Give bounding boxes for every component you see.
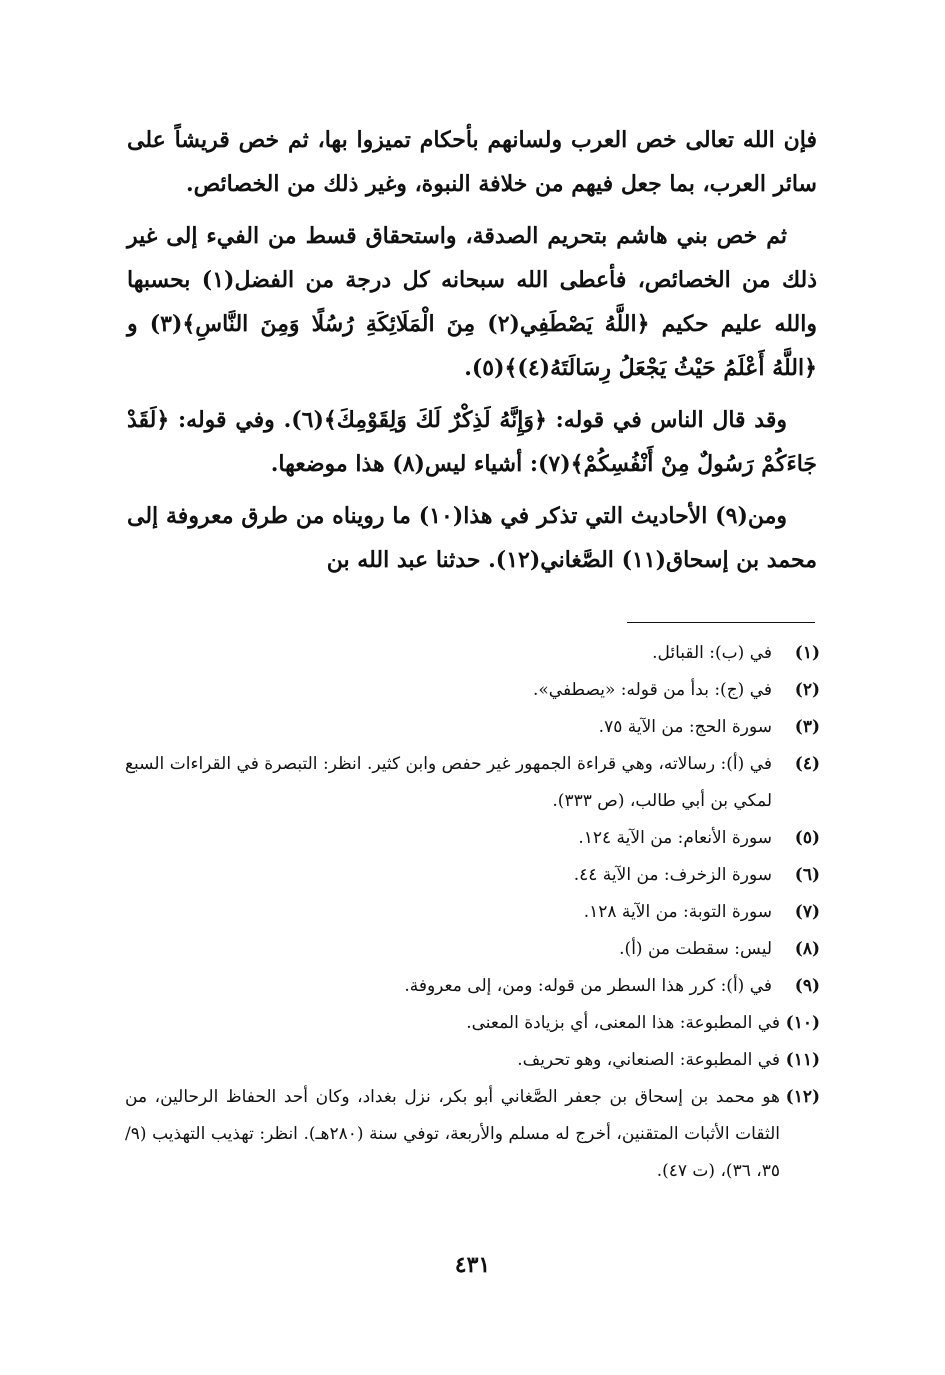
footnote-text: سورة الزخرف: من الآية ٤٤. [573,865,772,885]
footnote-text: سورة الأنعام: من الآية ١٢٤. [578,828,772,848]
footnote [125,968,820,1005]
footnote [125,820,820,857]
footnote [125,1042,820,1079]
footnote-text: سورة الحج: من الآية ٧٥. [598,717,772,737]
footnote-text: في (أ): كرر هذا السطر من قوله: ومن، إلى معروفة. [404,976,772,996]
footnote-number: (٣) [794,717,820,737]
paragraph-2: ثم خص بني هاشم بتحريم الصدقة، واستحقاق قسط من الفيء إلى غير ذلك من الخصائص، فأعطى الله سبحانه كل درجة من الفضل(١) بحسبها والله عليم حكيم ﴿اللَّهُ يَصْطَفِي(٢) مِنَ الْمَلَائِكَةِ رُسُلًا وَمِنَ النَّاسِ﴾(٣) و ﴿اللَّهُ أَعْلَمُ حَيْثُ يَجْعَلُ رِسَالَتَهُ(٤)﴾(٥). [127,223,817,381]
footnote-number: (٥) [794,828,820,848]
footnote-text: في (ج): بدأ من قوله: «يصطفي». [532,680,772,700]
footnote-number: (٩) [794,976,820,996]
footnote [125,635,820,672]
footnote-text: في (ب): القبائل. [652,643,772,663]
paragraph-1: فإن الله تعالى خص العرب ولسانهم بأحكام تميزوا بها، ثم خص قريشاً على سائر العرب، بما جعل فيهم من خلافة النبوة، وغير ذلك من الخصائص. [127,127,817,197]
footnote-separator [627,622,815,623]
footnote [125,894,820,931]
footnote [125,709,820,746]
footnote-number: (١) [794,643,820,663]
footnote-number: (١١) [785,1050,820,1070]
footnote-number: (٦) [794,865,820,885]
paragraph-3: وقد قال الناس في قوله: ﴿وَإِنَّهُ لَذِكْرٌ لَكَ وَلِقَوْمِكَ﴾(٦). وفي قوله: ﴿لَقَدْ جَاءَكُمْ رَسُولٌ مِنْ أَنْفُسِكُمْ﴾(٧): أشياء ليس(٨) هذا موضعها. [127,407,817,477]
footnote [125,672,820,709]
footnotes [125,635,820,1190]
page-number: ٤٣١ [454,1252,491,1278]
footnote-number: (١٠) [785,1013,820,1033]
main-text [127,118,817,590]
footnote-text: ليس: سقطت من (أ). [619,939,772,959]
footnote-text: في المطبوعة: هذا المعنى، أي بزيادة المعنى. [466,1013,780,1033]
footnote [125,1005,820,1042]
footnote-text: سورة التوبة: من الآية ١٢٨. [583,902,772,922]
footnote [125,857,820,894]
footnote-text: هو محمد بن إسحاق بن جعفر الصَّغاني أبو بكر، نزل بغداد، وكان أحد الحفاظ الرحالين، من الثقات الأثبات المتقنين، أخرج له مسلم والأربعة، توفي سنة (٢٨٠هـ). انظر: تهذيب التهذيب (٩/ ٣٥، ٣٦)، (ت ٤٧). [125,1087,780,1181]
footnote [125,931,820,968]
footnote [125,746,820,820]
paragraph-4: ومن(٩) الأحاديث التي تذكر في هذا(١٠) ما رويناه من طرق معروفة إلى محمد بن إسحاق(١١) الصَّغاني(١٢). حدثنا عبد الله بن [127,503,817,573]
footnote-number: (٤) [794,754,820,774]
footnote-number: (٨) [794,939,820,959]
footnote-number: (٧) [794,902,820,922]
footnote-number: (٢) [794,680,820,700]
footnote-text: في (أ): رسالاته، وهي قراءة الجمهور غير حفص وابن كثير. انظر: التبصرة في القراءات السبع لمكي بن أبي طالب، (ص ٣٣٣). [125,754,772,811]
footnote [125,1079,820,1190]
footnote-number: (١٢) [785,1087,820,1107]
footnote-text: في المطبوعة: الصنعاني، وهو تحريف. [517,1050,780,1070]
